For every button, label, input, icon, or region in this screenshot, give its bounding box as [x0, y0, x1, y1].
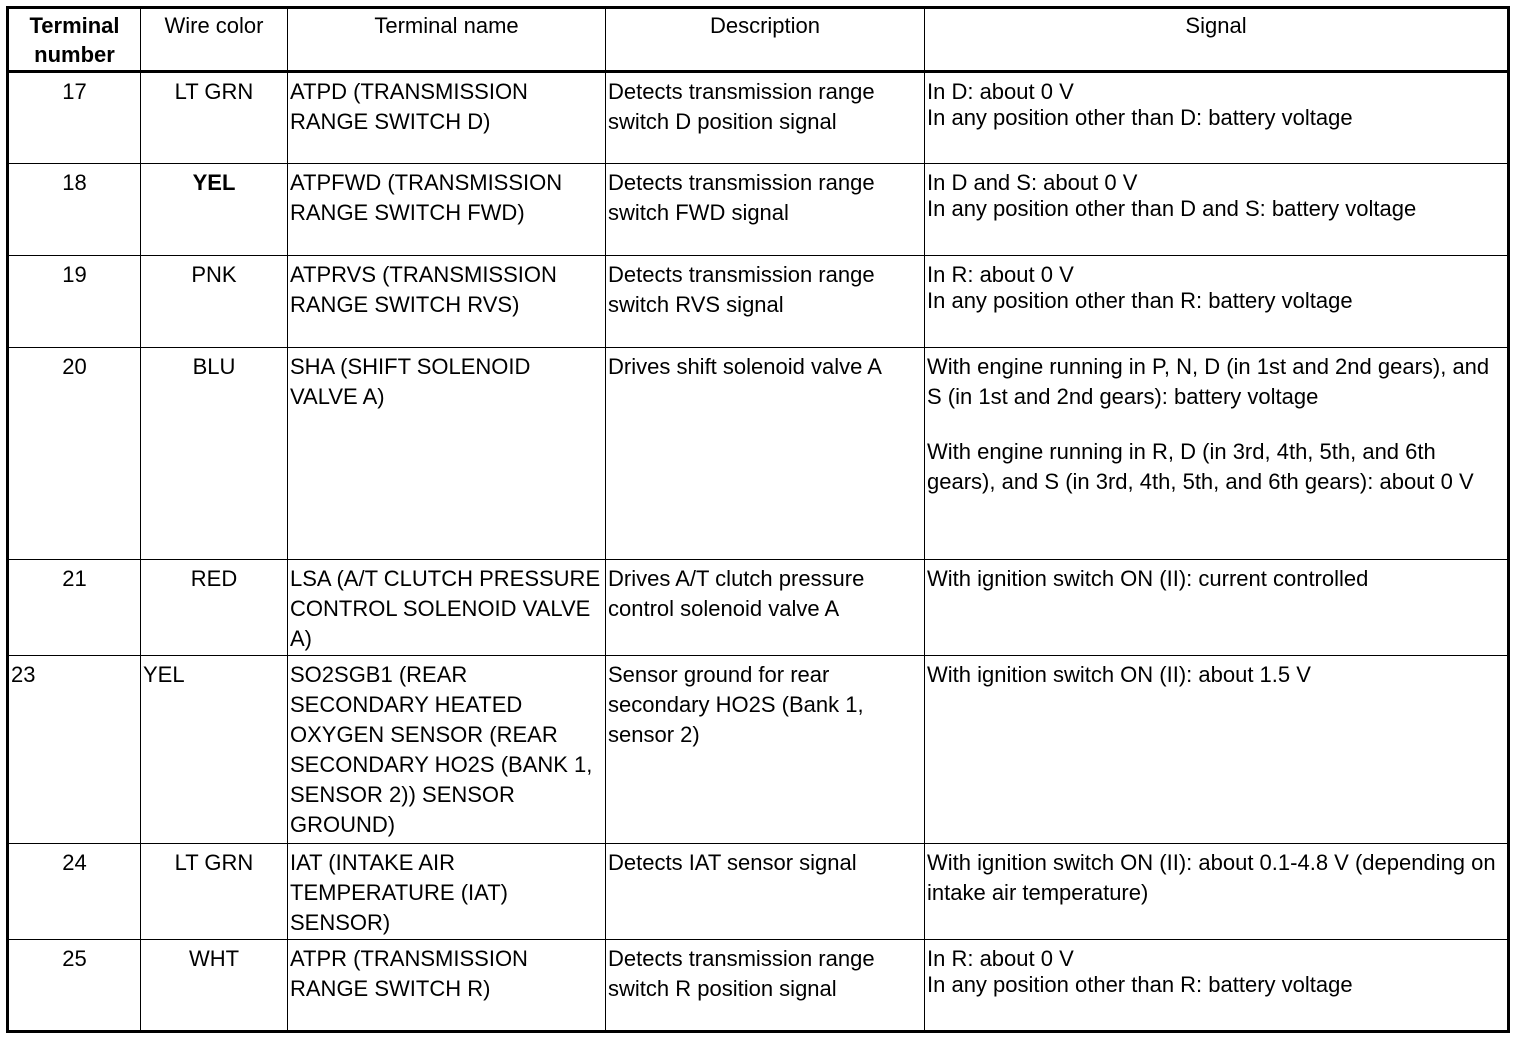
signal-line: In D: about 0 V: [927, 79, 1074, 104]
header-signal: Signal: [925, 8, 1509, 72]
terminal-number-cell: 17: [8, 72, 141, 164]
header-terminal-number: Terminal number: [8, 8, 141, 72]
terminal-name-cell: ATPR (TRANSMISSION RANGE SWITCH R): [288, 940, 606, 1032]
terminal-number-cell: 20: [8, 348, 141, 560]
terminal-number-cell: 19: [8, 256, 141, 348]
terminal-number-cell: 23: [8, 656, 141, 844]
signal-line: With ignition switch ON (II): current controlled: [927, 566, 1369, 591]
table-header: [8, 8, 1509, 72]
wire-color-cell: PNK: [141, 256, 288, 348]
signal-line: With engine running in P, N, D (in 1st and 2nd gears), and S (in 1st and 2nd gears): battery voltage: [927, 354, 1490, 409]
signal-line: In D and S: about 0 V: [927, 170, 1138, 195]
terminal-name-cell: ATPFWD (TRANSMISSION RANGE SWITCH FWD): [288, 164, 606, 256]
signal-cell: [925, 940, 1509, 1032]
signal-line: In any position other than R: battery voltage: [927, 288, 1353, 313]
wire-color-cell: LT GRN: [141, 72, 288, 164]
table-row: [8, 560, 1509, 656]
signal-line: In R: about 0 V: [927, 946, 1074, 971]
terminal-name-cell: IAT (INTAKE AIR TEMPERATURE (IAT) SENSOR): [288, 844, 606, 940]
signal-cell: [925, 348, 1509, 560]
signal-cell: [925, 256, 1509, 348]
signal-cell: [925, 656, 1509, 844]
wire-color-cell: BLU: [141, 348, 288, 560]
description-cell: Drives shift solenoid valve A: [606, 348, 925, 560]
signal-cell: [925, 844, 1509, 940]
signal-line: In R: about 0 V: [927, 262, 1074, 287]
wire-color-cell: WHT: [141, 940, 288, 1032]
terminal-name-cell: LSA (A/T CLUTCH PRESSURE CONTROL SOLENOID VALVE A): [288, 560, 606, 656]
table-row: [8, 348, 1509, 560]
terminal-number-cell: 24: [8, 844, 141, 940]
description-cell: Drives A/T clutch pressure control solenoid valve A: [606, 560, 925, 656]
signal-cell: [925, 560, 1509, 656]
wire-color-cell: YEL: [141, 656, 288, 844]
terminal-name-cell: SO2SGB1 (REAR SECONDARY HEATED OXYGEN SENSOR (REAR SECONDARY HO2S (BANK 1, SENSOR 2)) SENSOR GROUND): [288, 656, 606, 844]
terminal-number-cell: 21: [8, 560, 141, 656]
header-terminal-name: Terminal name: [288, 8, 606, 72]
signal-line: In any position other than R: battery voltage: [927, 972, 1353, 997]
description-cell: Detects transmission range switch FWD signal: [606, 164, 925, 256]
terminal-number-cell: 25: [8, 940, 141, 1032]
table-row: [8, 72, 1509, 164]
terminal-number-cell: 18: [8, 164, 141, 256]
signal-cell: [925, 164, 1509, 256]
header-description: Description: [606, 8, 925, 72]
signal-line: With ignition switch ON (II): about 1.5 V: [927, 662, 1311, 687]
table-row: [8, 656, 1509, 844]
description-cell: Sensor ground for rear secondary HO2S (Bank 1, sensor 2): [606, 656, 925, 844]
table-row: [8, 164, 1509, 256]
header-row: [8, 8, 1509, 72]
signal-line: In any position other than D: battery voltage: [927, 105, 1353, 130]
table-body: [8, 72, 1509, 1032]
terminal-name-cell: ATPD (TRANSMISSION RANGE SWITCH D): [288, 72, 606, 164]
table-row: [8, 940, 1509, 1032]
signal-line: With ignition switch ON (II): about 0.1-4.8 V (depending on intake air temperature): [927, 850, 1496, 905]
description-cell: Detects transmission range switch RVS signal: [606, 256, 925, 348]
table-row: [8, 844, 1509, 940]
header-wire-color: Wire color: [141, 8, 288, 72]
signal-line: With engine running in R, D (in 3rd, 4th, 5th, and 6th gears), and S (in 3rd, 4th, 5th, and 6th gears): about 0 V: [927, 439, 1474, 494]
wire-color-cell: YEL: [141, 164, 288, 256]
signal-line: In any position other than D and S: battery voltage: [927, 196, 1417, 221]
wire-color-cell: LT GRN: [141, 844, 288, 940]
terminal-name-cell: ATPRVS (TRANSMISSION RANGE SWITCH RVS): [288, 256, 606, 348]
wire-color-cell: RED: [141, 560, 288, 656]
table-row: [8, 256, 1509, 348]
description-cell: Detects transmission range switch D position signal: [606, 72, 925, 164]
signal-cell: [925, 72, 1509, 164]
description-cell: Detects IAT sensor signal: [606, 844, 925, 940]
description-cell: Detects transmission range switch R position signal: [606, 940, 925, 1032]
terminal-table: [6, 6, 1510, 1033]
terminal-name-cell: SHA (SHIFT SOLENOID VALVE A): [288, 348, 606, 560]
